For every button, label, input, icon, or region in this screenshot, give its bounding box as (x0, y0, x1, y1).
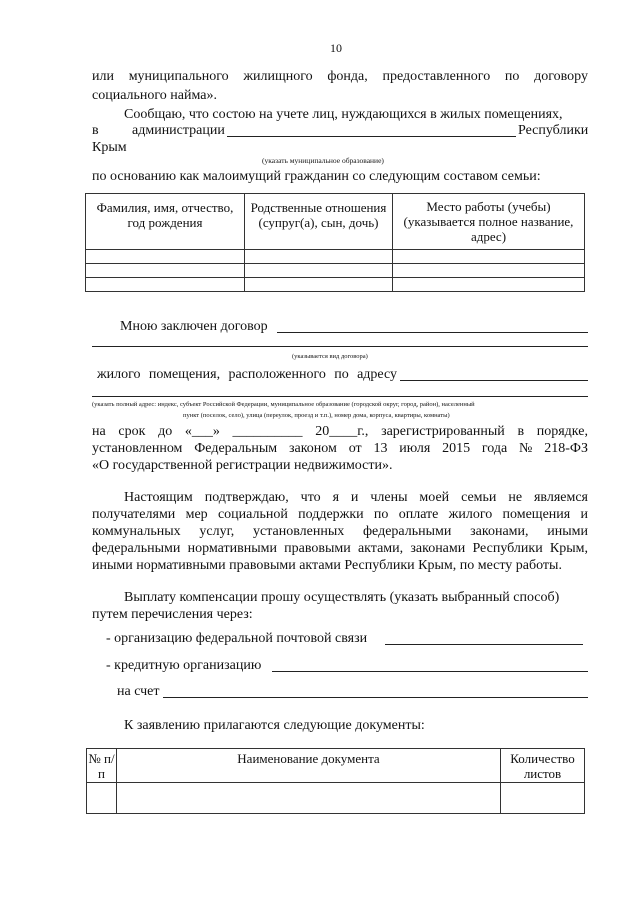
documents-intro: К заявлению прилагаются следующие документы: (124, 718, 425, 733)
confirmation-line-1: Настоящим подтверждаю, что я и члены моей семьи не являемся (124, 490, 588, 505)
documents-header-pages: Количество листов (501, 749, 585, 783)
registration-crimea-word: Крым (92, 140, 127, 155)
family-cell-relation[interactable] (245, 264, 393, 278)
law-word: 2015 (442, 441, 471, 456)
family-cell-workplace[interactable] (393, 250, 585, 264)
contract-term-line (92, 423, 588, 440)
documents-header-number: № п/п (87, 749, 117, 783)
law-word: июля (399, 441, 431, 456)
municipality-field[interactable] (227, 136, 516, 137)
family-cell-name[interactable] (86, 278, 245, 292)
payment-line-2: путем перечисления через: (92, 607, 253, 622)
family-table-header-relation: Родственные отношения (супруг(а), сын, дочь) (245, 194, 393, 250)
page-number: 10 (330, 41, 342, 55)
payment-line-1: Выплату компенсации прошу осуществлять (указать выбранный способ) (124, 590, 560, 605)
payment-option-account: на счет (117, 684, 160, 699)
family-cell-workplace[interactable] (393, 264, 585, 278)
confirmation-line-4: федеральными нормативными правовыми актами, законами Республики Крым, (92, 541, 588, 556)
registration-basis-line: по основанию как малоимущий гражданин со следующим составом семьи: (92, 169, 541, 184)
document-cell-number[interactable] (87, 783, 117, 814)
law-word: № (519, 441, 533, 456)
credit-organization-field[interactable] (272, 671, 588, 672)
intro-line-2: социального найма». (92, 88, 217, 103)
term-word: зарегистрированный (381, 424, 505, 439)
account-number-field[interactable] (163, 697, 588, 698)
document-cell-pages[interactable] (501, 783, 585, 814)
documents-table (86, 748, 585, 814)
address-hint-line-1: (указать полный адрес: индекс, субъект Российской Федерации, муниципальное образование (городской округ, город, район), населенный (92, 401, 475, 408)
payment-option-credit: - кредитную организацию (106, 658, 262, 673)
table-row (86, 250, 585, 264)
address-field[interactable] (400, 380, 588, 381)
registration-republic-word: Республики (518, 123, 589, 138)
contract-type-field-continued[interactable] (92, 346, 588, 347)
registration-prefix-in: в (92, 123, 99, 138)
registration-line-1: Сообщаю, что состою на учете лиц, нуждающихся в жилых помещениях, (124, 107, 563, 122)
term-year-field[interactable]: 20____г., (315, 424, 369, 439)
term-word: порядке, (536, 424, 588, 439)
law-word: 218-ФЗ (544, 441, 588, 456)
table-row (87, 783, 585, 814)
confirmation-line-5: иными нормативными правовыми актами Республики Крым, по месту работы. (92, 558, 562, 573)
term-month-field[interactable]: __________ (232, 424, 303, 439)
intro-line-1: или муниципального жилищного фонда, предоставленного по договору (92, 69, 588, 84)
contract-line-1: Мною заключен договор (120, 319, 268, 334)
post-office-field[interactable] (385, 644, 583, 645)
table-row (86, 278, 585, 292)
address-hint-line-2: пункт (поселок, село), улица (переулок, проезд и т.п.), номер дома, корпуса, квартиры, комнаты) (183, 412, 450, 419)
family-cell-name[interactable] (86, 250, 245, 264)
registration-admin-word: администрации (132, 123, 225, 138)
contract-law-line (92, 440, 588, 457)
table-row (86, 264, 585, 278)
address-field-continued[interactable] (92, 396, 588, 397)
documents-table-header-row (87, 749, 585, 783)
family-table-header-workplace: Место работы (учебы) (указывается полное название, адрес) (393, 194, 585, 250)
family-cell-workplace[interactable] (393, 278, 585, 292)
law-word: года (481, 441, 508, 456)
law-word: Федеральным (194, 441, 278, 456)
term-word: до (158, 424, 173, 439)
family-cell-relation[interactable] (245, 250, 393, 264)
law-word: установленном (92, 441, 183, 456)
payment-option-post: - организацию федеральной почтовой связи (106, 631, 368, 646)
confirmation-line-3: коммунальных услуг, установленных федеральными законами, иными (92, 524, 588, 539)
family-cell-name[interactable] (86, 264, 245, 278)
family-table-header-row (86, 194, 585, 250)
family-cell-relation[interactable] (245, 278, 393, 292)
contract-line-2: жилого помещения, расположенного по адресу (97, 367, 397, 382)
confirmation-line-2: получателями мер социальной поддержки по оплате жилого помещения и (92, 507, 588, 522)
document-cell-name[interactable] (117, 783, 501, 814)
term-word: срок (118, 424, 146, 439)
law-word: от (348, 441, 362, 456)
family-table (85, 193, 585, 292)
municipality-hint: (указать муниципальное образование) (262, 156, 384, 165)
term-word: в (517, 424, 525, 439)
term-day-field[interactable]: «___» (184, 424, 220, 439)
law-word: законом (288, 441, 337, 456)
contract-type-hint: (указывается вид договора) (292, 353, 368, 360)
law-word: 13 (373, 441, 388, 456)
family-table-header-name: Фамилия, имя, отчество, год рождения (86, 194, 245, 250)
law-name: «О государственной регистрации недвижимости». (92, 458, 393, 473)
contract-type-field[interactable] (277, 332, 588, 333)
documents-header-name: Наименование документа (117, 749, 501, 783)
term-word: на (92, 424, 106, 439)
